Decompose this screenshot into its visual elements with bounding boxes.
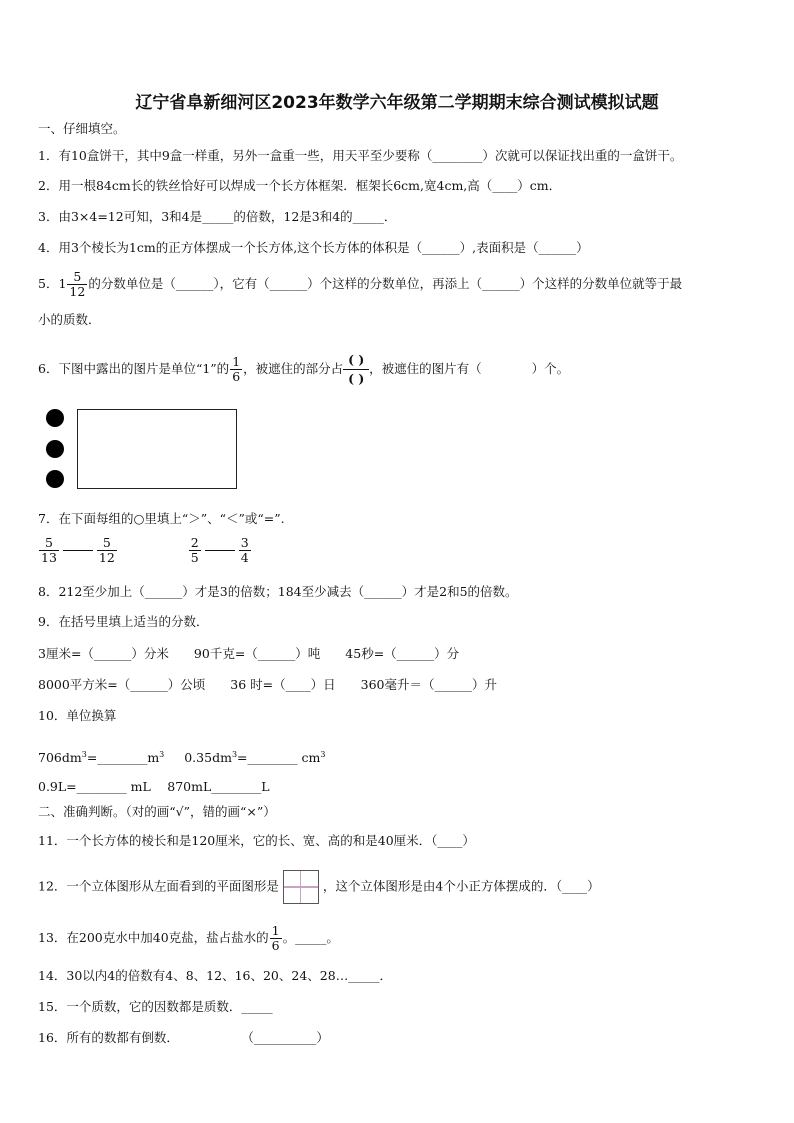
blank-numerator: ( ): [348, 352, 365, 367]
question-5-text: 的分数单位是（______），它有（______）个这样的分数单位，再添上（______）个这样的分数单位就等于最: [88, 276, 683, 291]
question-8: 8．212至少加上（______）才是3的倍数；184至少减去（______）才是2和5的倍数。: [38, 584, 518, 599]
exponent: 3: [81, 750, 87, 759]
fraction-numerator: 2: [190, 535, 199, 550]
fraction-1-6: [270, 924, 282, 953]
question-3: 3．由3×4=12可知，3和4是_____的倍数，12是3和4的_____．: [38, 209, 397, 224]
unit-b-value: 0.35d: [184, 750, 221, 766]
question-4: 4．用3个棱长为1cm的正方体摆成一个长方体,这个长方体的体积是（______）,表面积是（______）: [38, 240, 589, 255]
fraction-denominator: 12: [69, 284, 86, 299]
question-15: 15．一个质数，它的因数都是质数．_____: [38, 999, 273, 1014]
question-1: 1．有10盒饼干，其中9盒一样重，另外一盒重一些，用天平至少要称（________）次就可以保证找出重的一盒饼干。: [38, 148, 683, 163]
fraction-numerator: 5: [39, 536, 59, 551]
comparison-blank: [205, 550, 235, 551]
section-2-heading: 二、准确判断。（对的画“√”，错的画“×”）: [38, 804, 276, 819]
unit-a-target: m: [147, 750, 160, 766]
fraction-2-5: [189, 536, 201, 565]
blank-fraction: [343, 352, 369, 387]
section-1-heading: 一、仔细填空。: [38, 121, 126, 136]
mixed-number-whole: 1: [58, 276, 67, 291]
question-12-text-b: ，这个立体图形是由4个小正方体摆成的．（____）: [322, 878, 600, 894]
question-6-text-a: 6．下图中露出的图片是单位“1”的: [38, 361, 230, 376]
fraction-numerator: 5: [67, 270, 87, 285]
question-14: 14．30以内4的倍数有4、8、12、16、20、24、28…_____．: [38, 968, 392, 983]
fraction-numerator: 1: [232, 354, 241, 369]
fraction-denominator: 4: [240, 550, 249, 565]
fraction-1-6: [230, 355, 242, 384]
answer-blank: ________: [97, 750, 148, 766]
question-9: 9．在括号里填上适当的分数．: [38, 614, 209, 629]
question-13: [38, 924, 339, 953]
question-7-comparisons: [38, 536, 252, 565]
question-10-row-1: $706dm^3=\_\_\_\_\_\_\_\_m^3$ $0.35dm^3=\_\_\_\_\_\_\_\_$ $cm^3$: [38, 750, 326, 766]
covering-rectangle: [77, 409, 237, 489]
fraction-denominator: 13: [41, 550, 57, 565]
fraction-denominator: 5: [190, 550, 199, 565]
black-dot-2: [46, 440, 64, 458]
fraction-5-12: [67, 270, 87, 299]
question-5: [38, 270, 682, 299]
fraction-denominator: 6: [271, 938, 280, 953]
blank-denominator: ( ): [348, 371, 365, 386]
question-2: 2．用一根84cm长的铁丝恰好可以焊成一个长方体框架．框架长6cm,宽4cm,高（____）cm．: [38, 178, 562, 193]
question-11: 11．一个长方体的棱长和是120厘米，它的长、宽、高的和是40厘米．（____）: [38, 833, 475, 848]
exponent: 3: [320, 750, 326, 759]
question-5-continued: 小的质数．: [38, 312, 101, 327]
fraction-denominator: 12: [98, 550, 115, 565]
unit-a: m: [69, 750, 82, 766]
question-7: 7．在下面每组的○里填上“＞”、“＜”或“=”.: [38, 511, 285, 526]
page-title: 辽宁省阜新细河区2023年数学六年级第二学期期末综合测试模拟试题: [135, 93, 659, 113]
four-square-grid-icon: [283, 870, 319, 904]
fraction-numerator: 5: [97, 536, 117, 551]
comparison-blank: [63, 550, 93, 551]
black-dot-1: [46, 409, 64, 427]
unit-a-value: 706d: [38, 750, 70, 766]
question-12-text-a: 12．一个立体图形从左面看到的平面图形是: [38, 878, 279, 894]
question-16: 16．所有的数都有倒数． （__________）: [38, 1030, 329, 1045]
question-10: 10．单位换算: [38, 708, 117, 723]
question-6: [38, 352, 569, 387]
question-13-text-a: 13．在200克水中加40克盐，盐占盐水的: [38, 930, 269, 945]
fraction-5-13: [39, 536, 59, 565]
fraction-numerator: 3: [240, 535, 249, 550]
question-9-row-1: 3厘米=（______）分米 90千克=（______）吨 45秒=（______）分: [38, 646, 460, 661]
exponent: 3: [231, 750, 238, 759]
question-13-text-b: 。_____。: [282, 930, 339, 945]
question-12: [38, 870, 600, 904]
fraction-denominator: 6: [232, 369, 241, 384]
unit-b-target: cm: [301, 750, 321, 766]
question-6-text-b: ，被遮住的部分占: [243, 361, 344, 376]
fraction-5-12: [97, 536, 117, 565]
black-dot-3: [46, 470, 64, 488]
question-9-row-2: 8000平方米=（______）公顷 36 时=（____）日 360毫升＝（______）升: [38, 677, 497, 692]
unit-b: m: [220, 750, 232, 766]
question-10-row-2: 0.9L=________ mL 870mL________L: [38, 779, 270, 794]
fraction-3-4: [239, 536, 251, 565]
answer-blank: ________: [247, 750, 298, 766]
fraction-numerator: 1: [271, 923, 280, 938]
exponent: 3: [159, 750, 165, 759]
question-6-text-c: ，被遮住的图片有（ ）个。: [369, 361, 570, 376]
question-5-prefix: 5．: [38, 276, 59, 291]
